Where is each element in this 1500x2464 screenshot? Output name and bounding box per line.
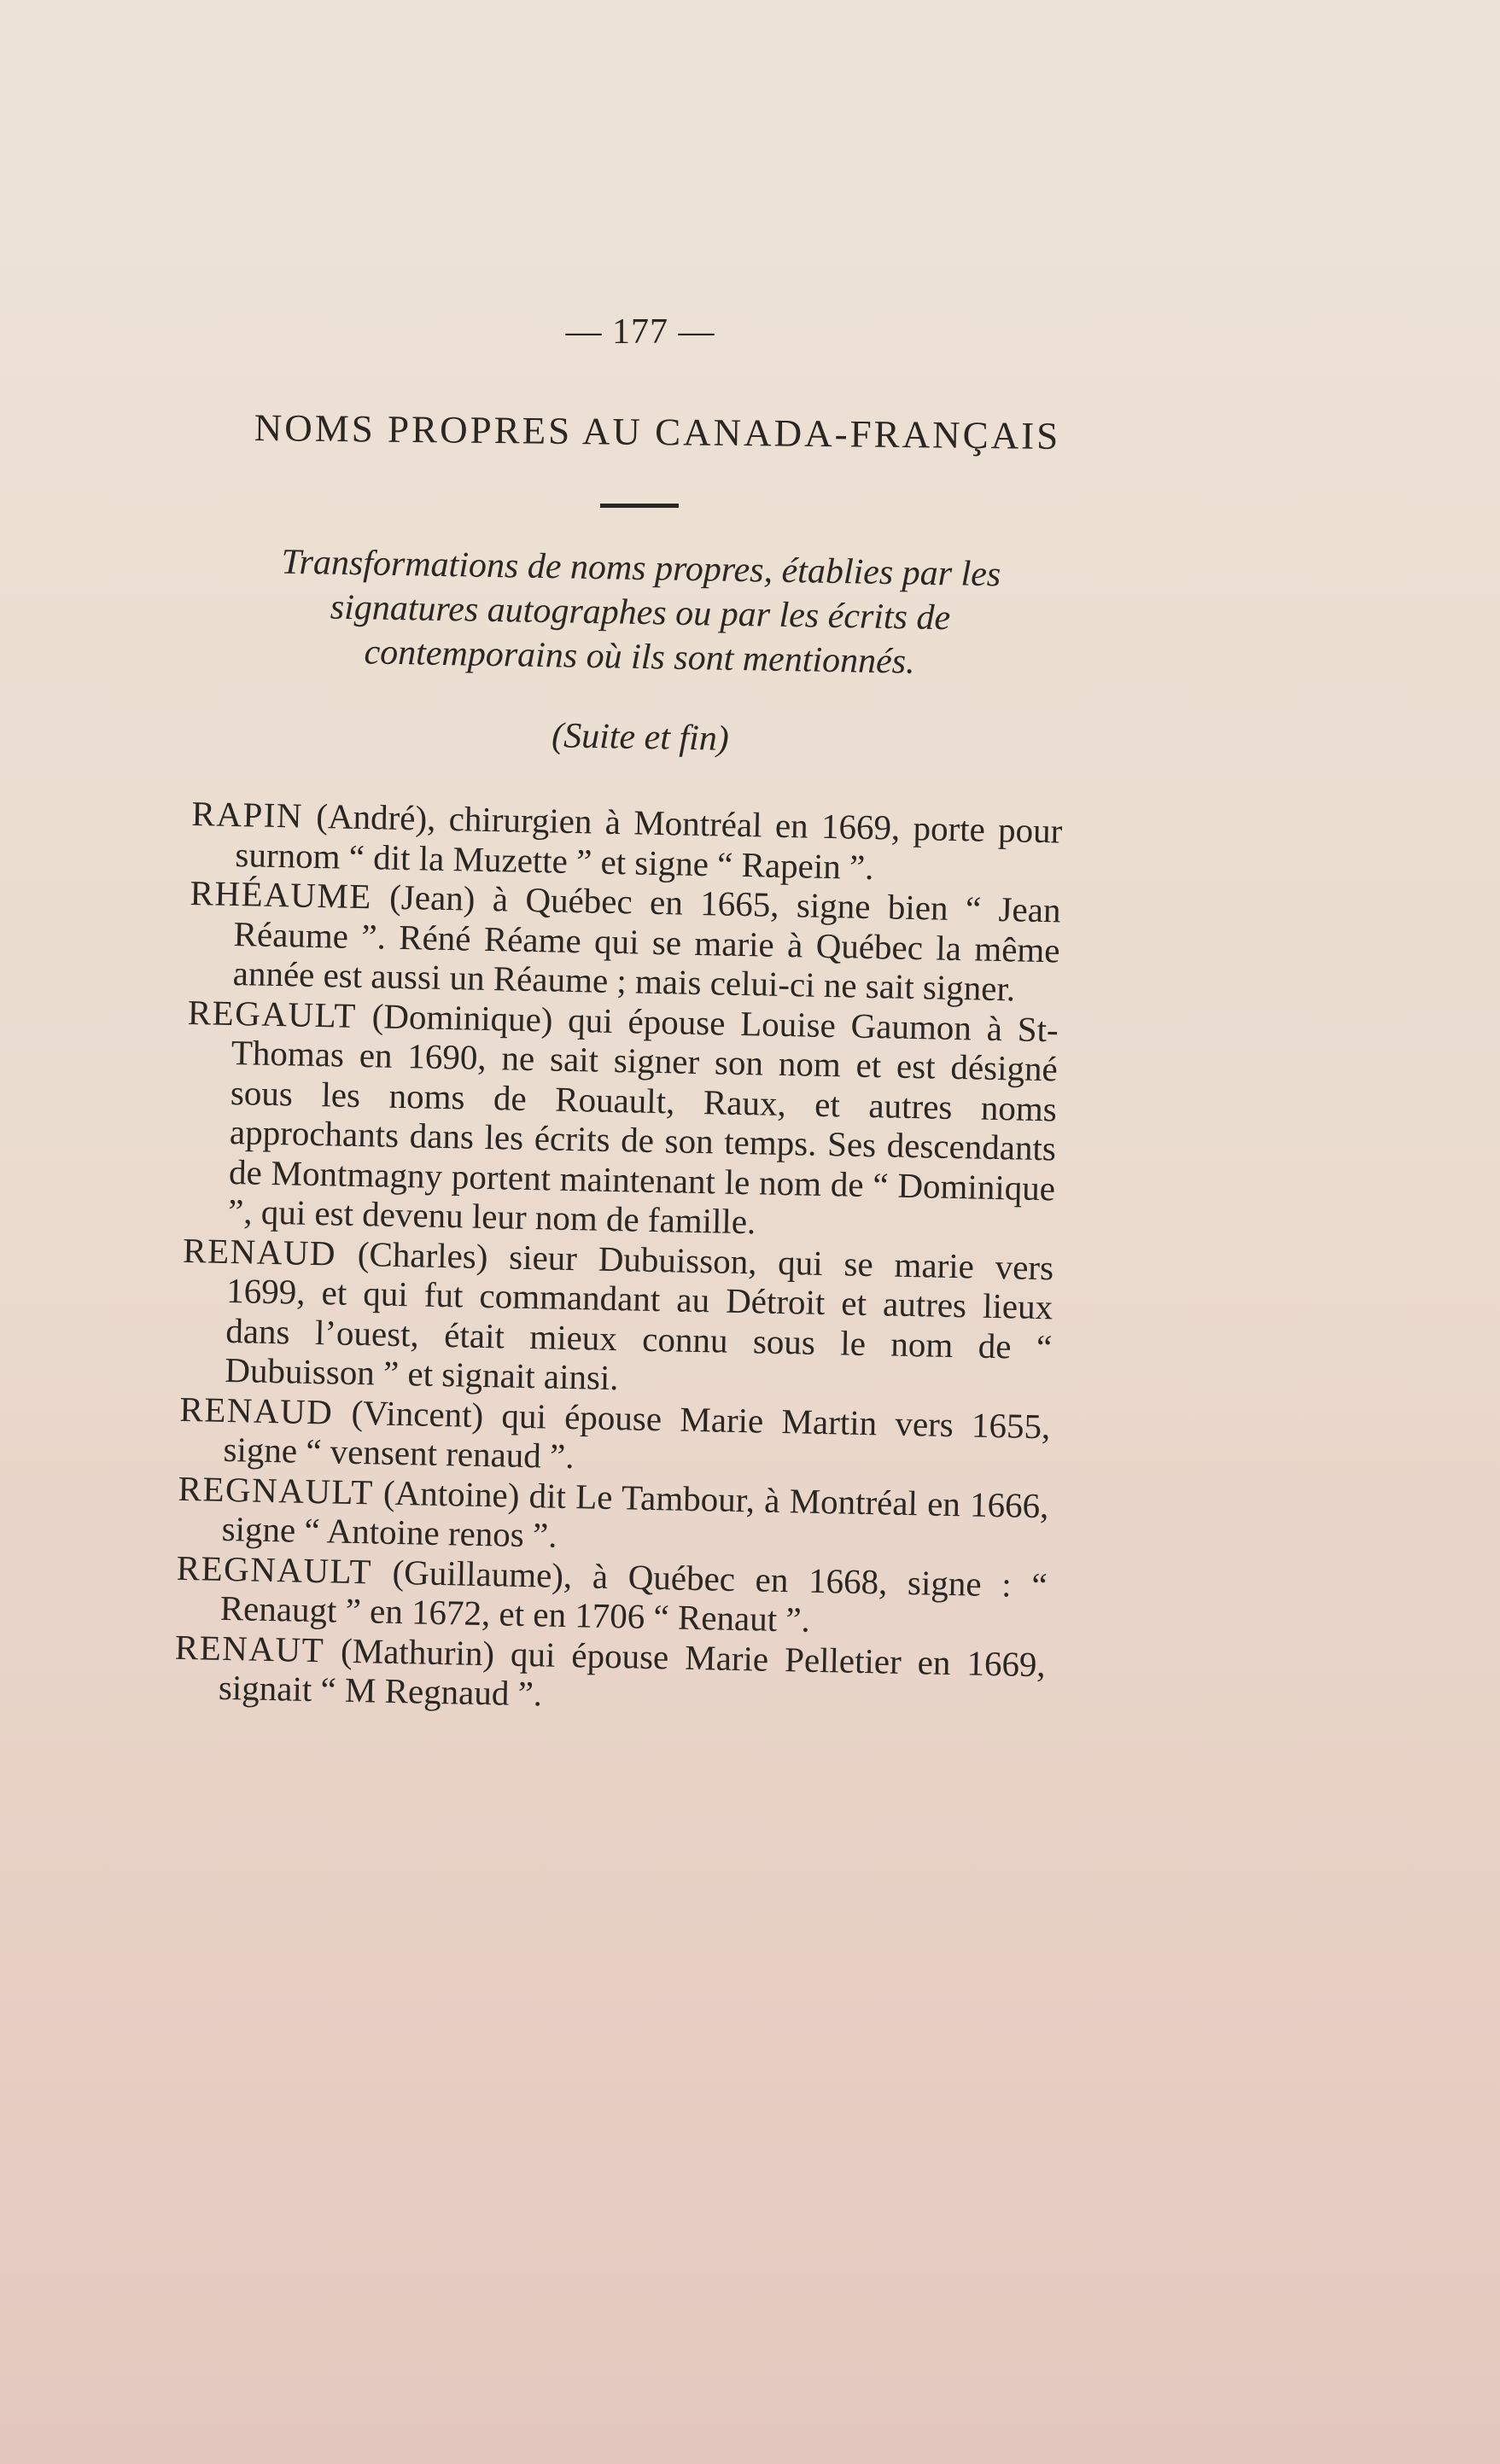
entry-name: RENAUD: [179, 1389, 334, 1431]
entry-renaut: [174, 1627, 1047, 1723]
entry-text: (André), chirurgien à Montréal en 1669, porte pour surnom “ dit la Muzette ” et signe “ Rapein ”.: [235, 795, 1063, 887]
entries-list: [174, 794, 1063, 1724]
section-title: NOMS PROPRES AU CANADA-FRANÇAIS: [254, 406, 1061, 457]
entry-name: RHÉAUME: [190, 872, 373, 917]
entry-name: REGNAULT: [178, 1468, 375, 1512]
section-subtitle: [196, 539, 1086, 687]
entry-text: (Dominique) qui épouse Louise Gaumon à St-Thomas en 1690, ne sait signer son nom et est désigné sous les noms de Rouault, Raux, et autres noms approchants dans les écrits de son temps. Ses descendants de Montmagny portent maintenant le nom de “ Dominique ”, qui est devenu leur nom de famille.: [227, 995, 1059, 1242]
entry-name: RENAUD: [182, 1230, 337, 1273]
entry-text: (Mathurin) qui épouse Marie Pelletier en 1669, signait “ M Regnaud ”.: [218, 1629, 1047, 1714]
entry-text: (Jean) à Québec en 1665, signe bien “ Jean Réaume ”. Réné Réame qui se marie à Québec la même année est aussi un Réaume ; mais celui-ci ne sait signer.: [232, 877, 1061, 1009]
subtitle-line: signatures autographes ou par les écrits de: [330, 587, 951, 638]
entry-rheaume: [188, 873, 1061, 1010]
subtitle-line: Transformations de noms propres, établies par les: [281, 542, 1001, 595]
entry-text: (Antoine) dit Le Tambour, à Montréal en 1666, signe “ Antoine renos ”.: [221, 1471, 1049, 1555]
entry-text: (Guillaume), à Québec en 1668, signe : “ Renaugt ” en 1672, et en 1706 “ Renaut ”.: [219, 1551, 1048, 1640]
entry-regault: [184, 992, 1059, 1247]
entry-name: RAPIN: [191, 794, 304, 836]
entry-name: RENAUT: [174, 1627, 325, 1669]
entry-text: (Vincent) qui épouse Marie Martin vers 1655, signe “ vensent renaud ”.: [223, 1391, 1051, 1477]
entry-name: REGAULT: [187, 992, 358, 1035]
entry-renaud-charles: [180, 1230, 1054, 1406]
continuation-note: (Suite et fin): [551, 716, 730, 759]
page-number: — 177 —: [565, 312, 715, 352]
entry-name: REGNAULT: [176, 1547, 373, 1591]
title-divider: [600, 504, 679, 508]
entry-text: (Charles) sieur Dubuisson, qui se marie vers 1699, et qui fut commandant au Détroit et autres lieux dans l’ouest, était mieux connu sous le nom de “ Dubuisson ” et signait ainsi.: [225, 1233, 1054, 1398]
subtitle-line: contemporains où ils sont mentionnés.: [364, 632, 916, 682]
